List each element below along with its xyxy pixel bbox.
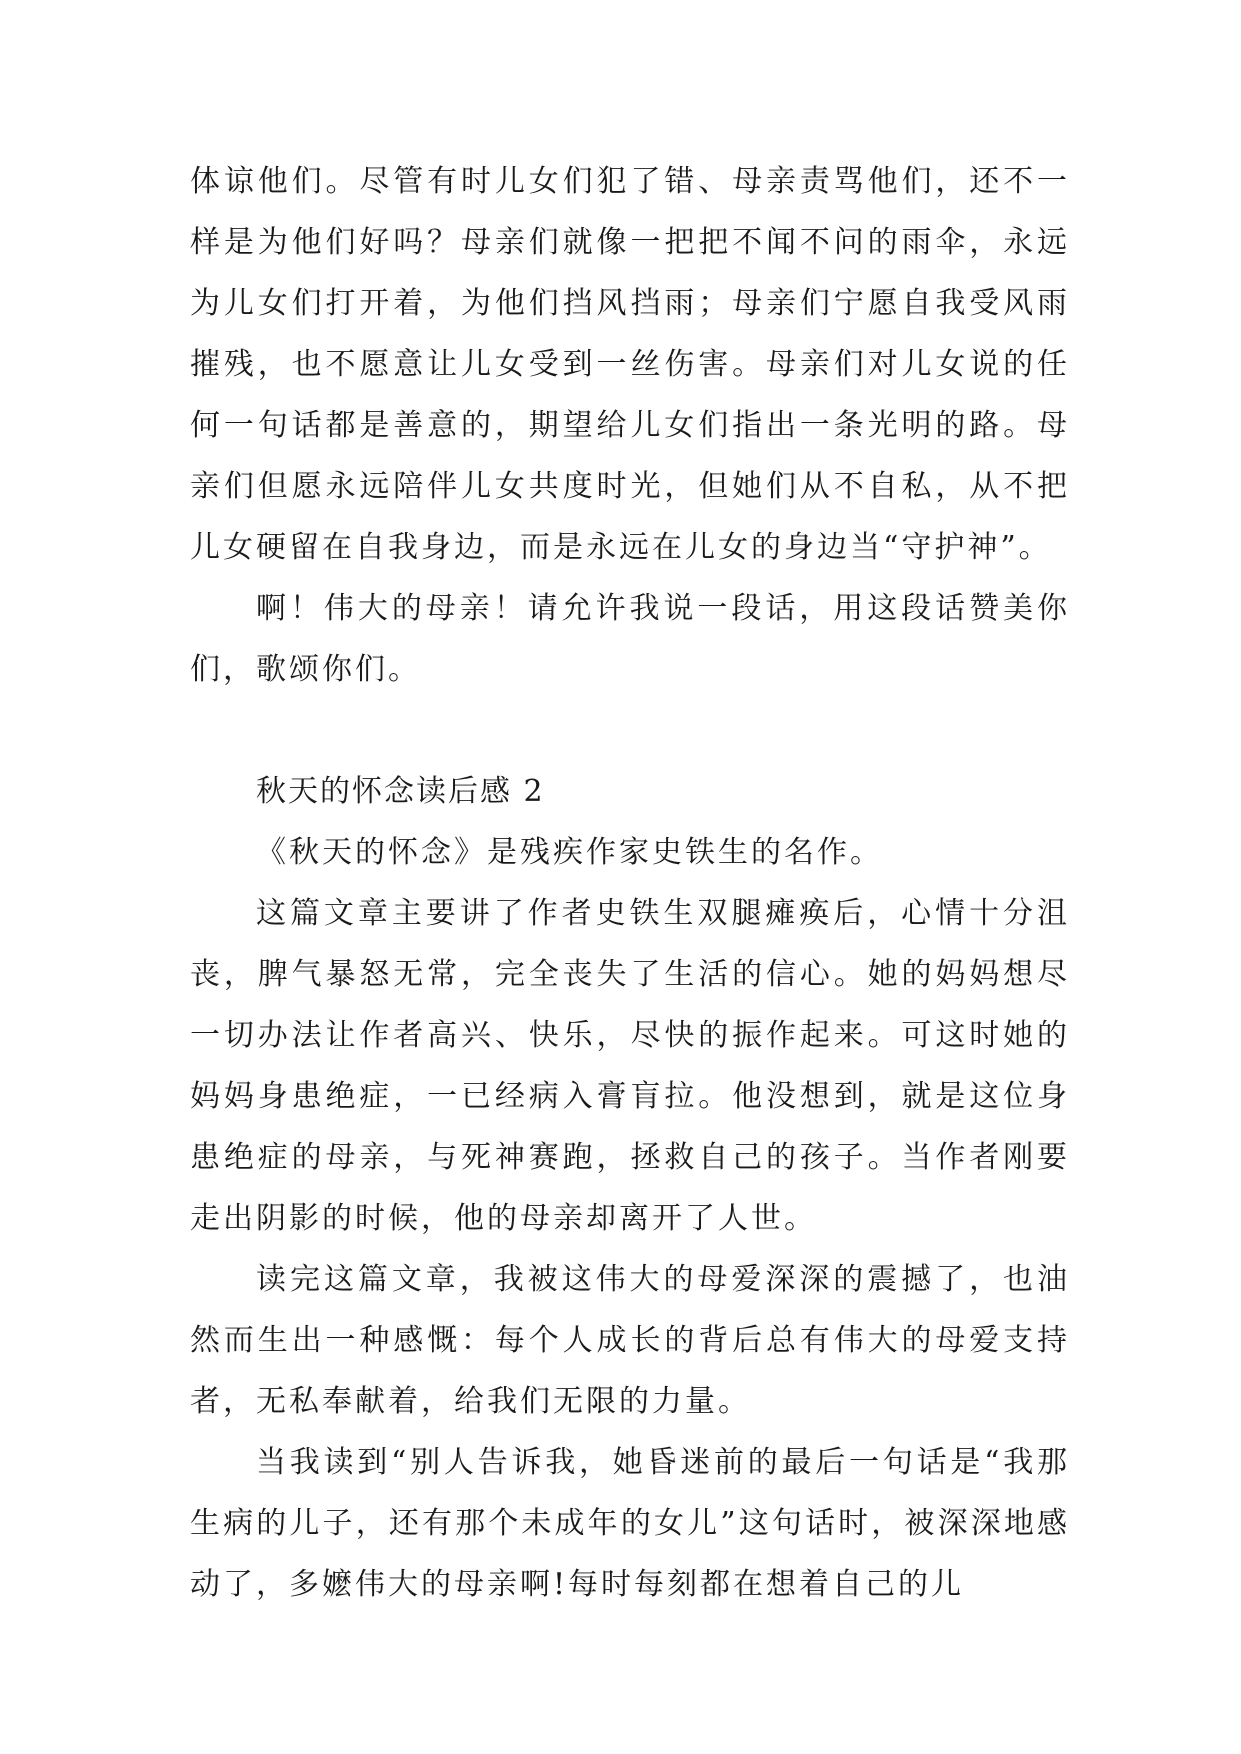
paragraph-2: 这篇文章主要讲了作者史铁生双腿瘫痪后，心情十分沮丧，脾气暴怒无常，完全丧失了生活的信心。她的妈妈想尽一切办法让作者高兴、快乐，尽快的振作起来。可这时她的妈妈身患绝症，一已经病入膏肓拉。他没想到，就是这位身患绝症的母亲，与死神赛跑，拯救自己的孩子。当作者刚要走出阴影的时候，他的母亲却离开了人世。 [190, 896, 1070, 1236]
paragraph-3: 读完这篇文章，我被这伟大的母爱深深的震撼了，也油然而生出一种感慨：每个人成长的背后总有伟大的母爱支持者，无私奉献着，给我们无限的力量。 [190, 1262, 1070, 1419]
closing-paragraph: 啊！伟大的母亲！请允许我说一段话，用这段话赞美你们，歌颂你们。 [190, 591, 1070, 687]
paragraph-4: 当我读到“别人告诉我，她昏迷前的最后一句话是“我那生病的儿子，还有那个未成年的女儿”这句话时，被深深地感动了，多嬷伟大的母亲啊!每时每刻都在想着自己的儿 [190, 1445, 1070, 1602]
intro-paragraph: 体谅他们。尽管有时儿女们犯了错、母亲责骂他们，还不一样是为他们好吗？母亲们就像一把把不闻不问的雨伞，永远为儿女们打开着，为他们挡风挡雨；母亲们宁愿自我受风雨摧残，也不愿意让儿女受到一丝伤害。母亲们对儿女说的任何一句话都是善意的，期望给儿女们指出一条光明的路。母亲们但愿永远陪伴儿女共度时光，但她们从不自私，从不把儿女硬留在自我身边，而是永远在儿女的身边当“守护神”。 [190, 164, 1070, 565]
section-spacer [190, 700, 1070, 761]
paragraph-1: 《秋天的怀念》是残疾作家史铁生的名作。 [256, 835, 883, 870]
document-body [190, 151, 1070, 1615]
section-title: 秋天的怀念读后感 2 [256, 774, 545, 809]
